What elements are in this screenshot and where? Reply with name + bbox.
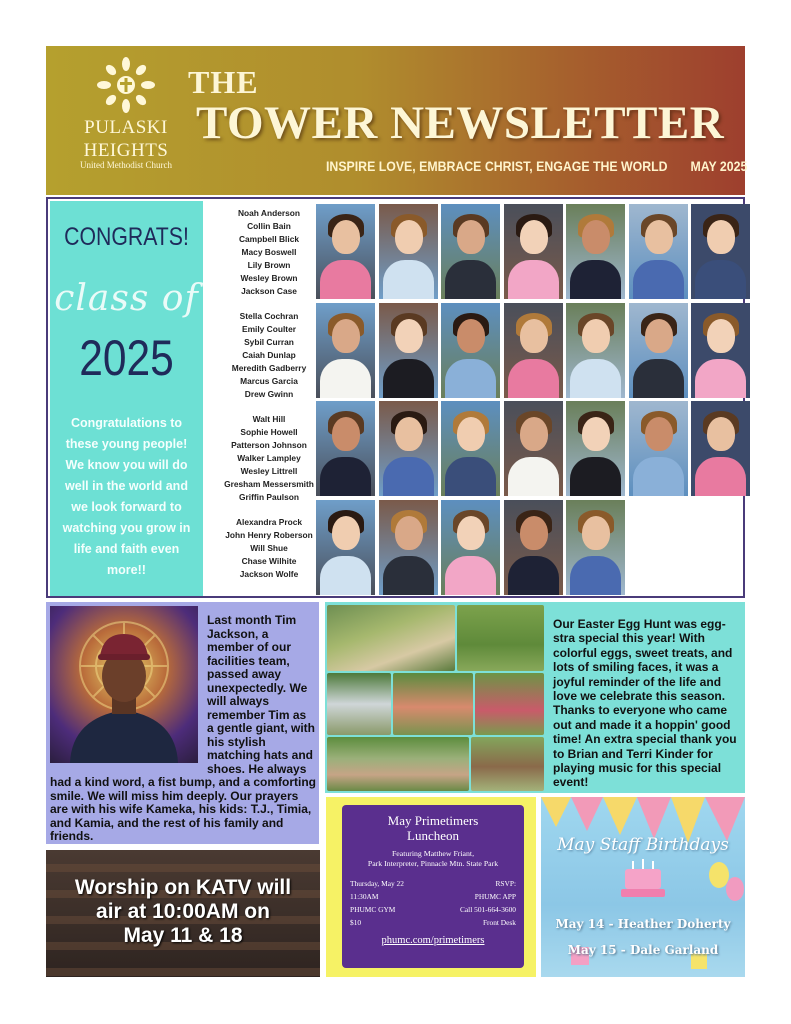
- graduate-name: John Henry Roberson: [225, 530, 313, 540]
- class-of-label: class of: [54, 278, 199, 319]
- detail-left: Thursday, May 22: [350, 879, 404, 888]
- easter-photo: [475, 673, 544, 735]
- graduate-name: Meredith Gadberry: [231, 363, 307, 373]
- easter-photo: [471, 737, 544, 791]
- graduate-photo: [566, 401, 625, 496]
- graduate-name: Marcus Garcia: [240, 376, 298, 386]
- graduates-banner: [50, 201, 203, 596]
- detail-right: Call 501-664-3600: [459, 905, 516, 914]
- graduate-name: Macy Boswell: [241, 247, 297, 257]
- featuring-line-2: Park Interpreter, Pinnacle Mtn. State Park: [367, 859, 499, 868]
- name-group: [214, 516, 324, 581]
- worship-announcement: [46, 876, 320, 948]
- graduate-photo: [691, 303, 750, 398]
- graduate-name: Drew Gwinn: [244, 389, 294, 399]
- graduate-name: Walker Lampley: [237, 453, 301, 463]
- graduate-photo: [441, 204, 500, 299]
- graduate-name: Gresham Messersmith: [224, 479, 314, 489]
- graduate-name: Collin Bain: [247, 221, 291, 231]
- primetimers-details: [342, 877, 524, 929]
- graduate-photo: [504, 204, 563, 299]
- primetimers-link[interactable]: phumc.com/primetimers: [381, 935, 485, 946]
- detail-row: [342, 916, 524, 929]
- graduate-photo: [504, 500, 563, 595]
- primetimers-section: [326, 797, 536, 977]
- worship-broadcast-section: [46, 850, 320, 977]
- worship-line-1: Worship on KATV will: [74, 876, 292, 899]
- memorial-text: [50, 614, 316, 844]
- easter-photo: [327, 737, 469, 791]
- graduate-name: Caiah Dunlap: [242, 350, 296, 360]
- graduate-name: Wesley Littrell: [240, 466, 298, 476]
- graduate-name: Chase Wilhite: [241, 556, 297, 566]
- easter-photo: [327, 605, 455, 671]
- detail-left: 11:30AM: [350, 892, 379, 901]
- graduate-photo: [379, 401, 438, 496]
- tower-cross-icon: [94, 56, 158, 114]
- graduate-photo: [566, 500, 625, 595]
- graduate-photo: [629, 204, 688, 299]
- detail-right: RSVP:: [495, 879, 516, 888]
- graduate-name: Emily Coulter: [242, 324, 296, 334]
- primetimers-title-line-2: Luncheon: [407, 828, 459, 843]
- primetimers-card: [342, 805, 524, 968]
- graduate-name: Lily Brown: [247, 260, 291, 270]
- class-year: 2025: [79, 330, 174, 386]
- congrats-heading: CONGRATS!: [64, 223, 189, 251]
- graduate-photo: [504, 303, 563, 398]
- graduates-message: Congratulations to these young people! We know you will do well in the world and we look forward to watching you grow in life and faith even more!!: [62, 416, 191, 577]
- birthday-entry: May 15 - Dale Garland: [567, 943, 719, 957]
- graduate-photo: [629, 401, 688, 496]
- detail-right: Front Desk: [482, 918, 516, 927]
- graduate-photo: [379, 500, 438, 595]
- tagline: [326, 158, 747, 174]
- graduate-name: Will Shue: [250, 543, 288, 553]
- graduate-name: Noah Anderson: [237, 208, 301, 218]
- graduate-photo: [441, 303, 500, 398]
- graduate-photo: [316, 401, 375, 496]
- graduate-name: Stella Cochran: [239, 311, 299, 321]
- graduate-name: Jackson Wolfe: [239, 569, 299, 579]
- graduate-photo: [691, 204, 750, 299]
- graduate-photo: [379, 303, 438, 398]
- graduate-names: [214, 207, 324, 593]
- worship-line-3: May 11 & 18: [123, 924, 243, 947]
- easter-photo: [393, 673, 473, 735]
- church-logo: [66, 56, 186, 170]
- graduate-name: Alexandra Prock: [235, 517, 303, 527]
- logo-line-2: HEIGHTS: [83, 140, 169, 161]
- primetimers-title-line-1: May Primetimers: [387, 813, 479, 828]
- title-the: THE: [188, 64, 259, 100]
- logo-line-1: PULASKI: [84, 117, 168, 138]
- graduate-name: Sybil Curran: [244, 337, 294, 347]
- featuring-line-1: Featuring Matthew Friant,: [391, 849, 475, 858]
- staff-birthdays-section: [541, 797, 745, 977]
- memorial-paragraph: Last month Tim Jackson, a member of our facilities team, passed away unexpectedly. We will always remember Tim as a gentle giant, with his stylish matching hats and shoes. He always had a kind word, a fist bump, and a comforting smile. We will miss him deeply. Our prayers are with his wife Kameka, his kids: T.J., Timia, and Kamia, and the rest of his family and friends.: [50, 613, 317, 843]
- name-group: [214, 207, 324, 298]
- graduate-photo: [441, 401, 500, 496]
- birthday-entry: May 14 - Heather Doherty: [555, 917, 731, 931]
- graduate-photo: [441, 500, 500, 595]
- graduate-photo: [504, 401, 563, 496]
- graduate-name: Campbell Blick: [238, 234, 300, 244]
- cake-icon: [621, 859, 665, 897]
- primetimers-title: [342, 813, 524, 843]
- graduate-photo: [316, 303, 375, 398]
- worship-line-2: air at 10:00AM on: [96, 900, 270, 923]
- graduate-photo: [379, 204, 438, 299]
- logo-line-3: United Methodist Church: [80, 160, 172, 170]
- tagline-text: INSPIRE LOVE, EMBRACE CHRIST, ENGAGE THE WORLD: [326, 158, 668, 174]
- detail-row: [342, 877, 524, 890]
- newsletter-title: TOWER NEWSLETTER: [196, 97, 725, 149]
- graduate-name: Sophie Howell: [240, 427, 298, 437]
- detail-left: $10: [350, 918, 362, 927]
- graduate-name: Jackson Case: [241, 286, 297, 296]
- primetimers-featuring: [342, 849, 524, 869]
- graduate-photo: [566, 204, 625, 299]
- detail-row: [342, 890, 524, 903]
- detail-left: PHUMC GYM: [350, 905, 396, 914]
- issue-date: MAY 2025: [690, 158, 748, 174]
- detail-right: PHUMC APP: [474, 892, 516, 901]
- easter-photo: [457, 605, 544, 671]
- graduate-name: Walt Hill: [252, 414, 286, 424]
- memorial-section: [46, 602, 319, 844]
- easter-section: [325, 602, 745, 793]
- graduate-name: Patterson Johnson: [231, 440, 307, 450]
- graduate-photo: [316, 204, 375, 299]
- graduate-name: Wesley Brown: [240, 273, 298, 283]
- easter-photo: [327, 673, 391, 735]
- balloon-icon: [709, 862, 744, 901]
- graduate-photo: [316, 500, 375, 595]
- birthdays-title: May Staff Birthdays: [557, 835, 729, 855]
- graduate-photo: [691, 401, 750, 496]
- name-group: [214, 413, 324, 504]
- detail-row: [342, 903, 524, 916]
- graduate-photo: [566, 303, 625, 398]
- graduate-name: Griffin Paulson: [238, 492, 300, 502]
- graduate-photo: [629, 303, 688, 398]
- easter-photo-collage: [327, 605, 544, 791]
- easter-text: Our Easter Egg Hunt was egg-stra special this year! With colorful eggs, sweet treats, and lots of smiling faces, it was a joyful reminder of the life and love we celebrate this season. Thanks to everyone who came out and made it a hoppin' good time! An extra special thank you to Brian and Terri Kinder for playing music for this special event!: [553, 617, 737, 790]
- newsletter-header: [46, 46, 748, 195]
- name-group: [214, 310, 324, 401]
- graduates-section: [46, 197, 745, 598]
